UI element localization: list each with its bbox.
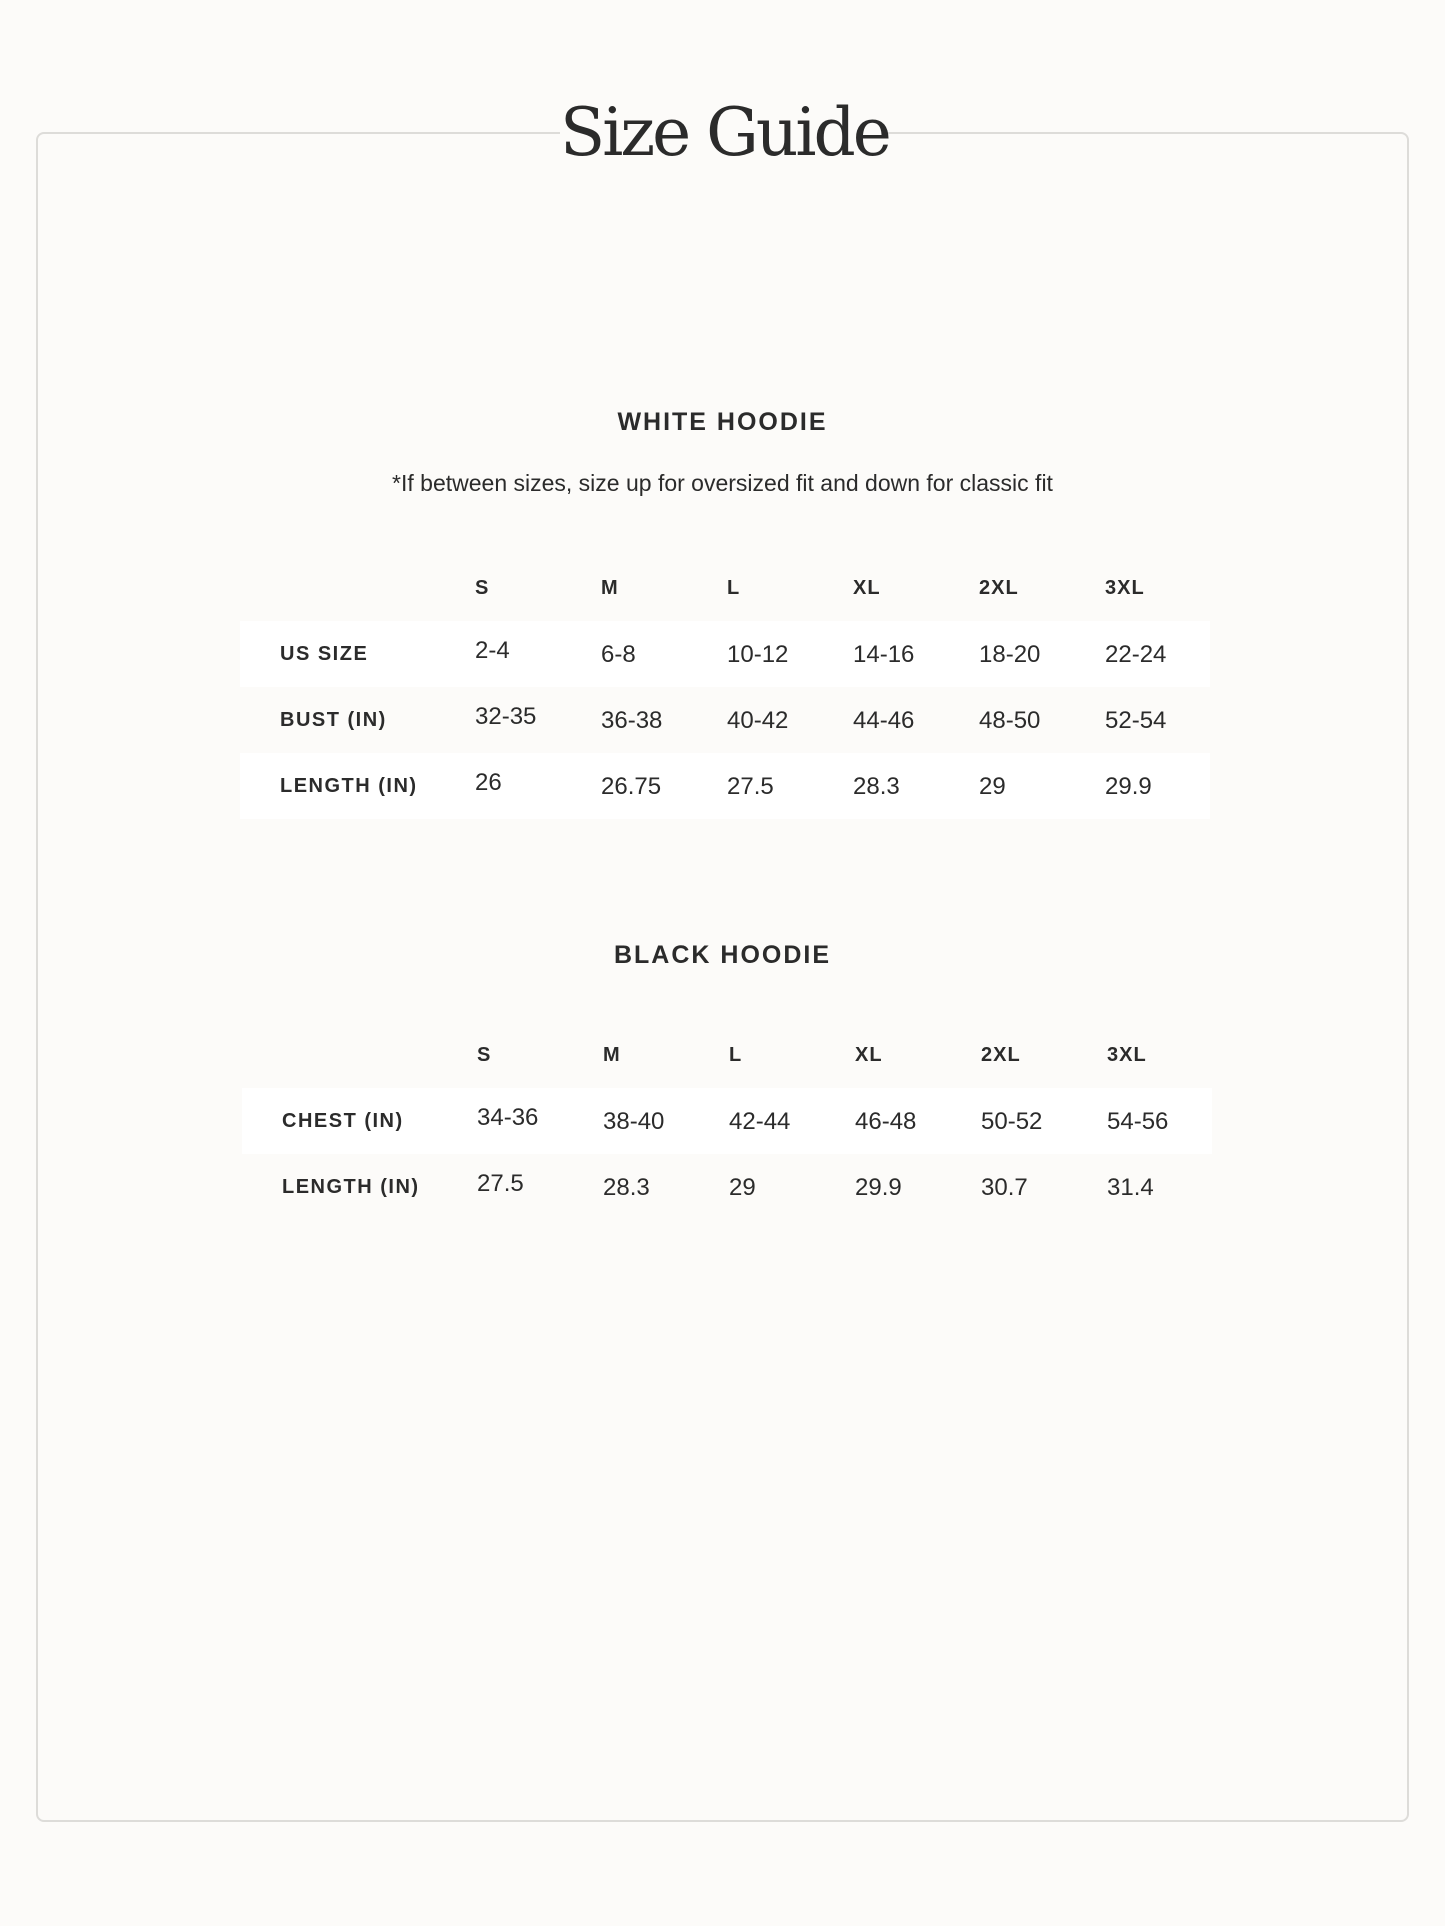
- table-cell: 50-52: [981, 1108, 1043, 1135]
- table-cell: 30.7: [981, 1174, 1028, 1201]
- table-cell: 26: [475, 769, 502, 796]
- table-header-row: [240, 555, 1210, 621]
- table-cell: 34-36: [477, 1104, 539, 1131]
- size-header-3xl: 3XL: [1105, 577, 1145, 599]
- table-cell: 29.9: [1105, 773, 1152, 800]
- table-header-row: [242, 1022, 1212, 1088]
- size-header-3xl: 3XL: [1107, 1044, 1147, 1066]
- table-row: [242, 1088, 1212, 1154]
- row-label: LENGTH (IN): [282, 1176, 420, 1198]
- table-row: [240, 621, 1210, 687]
- table-cell: 42-44: [729, 1108, 791, 1135]
- table-cell: 36-38: [601, 707, 663, 734]
- black-hoodie-size-table: [242, 1022, 1212, 1220]
- size-header-s: S: [477, 1044, 492, 1066]
- table-cell: 31.4: [1107, 1174, 1154, 1201]
- table-cell: 32-35: [475, 703, 537, 730]
- size-header-xl: XL: [855, 1044, 883, 1066]
- white-hoodie-title: WHITE HOODIE: [617, 408, 828, 436]
- size-header-2xl: 2XL: [979, 577, 1019, 599]
- fit-note: *If between sizes, size up for oversized fit and down for classic fit: [392, 470, 1053, 496]
- table-cell: 28.3: [853, 773, 900, 800]
- table-cell: 29.9: [855, 1174, 902, 1201]
- table-cell: 27.5: [727, 773, 774, 800]
- table-cell: 48-50: [979, 707, 1041, 734]
- table-cell: 10-12: [727, 641, 789, 668]
- white-hoodie-size-table: [240, 555, 1210, 819]
- table-cell: 29: [979, 773, 1006, 800]
- black-hoodie-title: BLACK HOODIE: [613, 941, 832, 969]
- table-cell: 27.5: [477, 1170, 524, 1197]
- table-cell: 40-42: [727, 707, 789, 734]
- size-guide-frame: [36, 132, 1409, 1822]
- size-header-l: L: [729, 1044, 743, 1066]
- table-cell: 18-20: [979, 641, 1041, 668]
- table-cell: 28.3: [603, 1174, 650, 1201]
- table-cell: 29: [729, 1174, 756, 1201]
- table-row: [240, 753, 1210, 819]
- size-header-m: M: [601, 577, 619, 599]
- table-cell: 26.75: [601, 773, 662, 800]
- size-header-l: L: [727, 577, 741, 599]
- table-cell: 22-24: [1105, 641, 1167, 668]
- table-cell: 46-48: [855, 1108, 917, 1135]
- table-cell: 14-16: [853, 641, 915, 668]
- row-label: BUST (IN): [280, 709, 387, 731]
- row-label: LENGTH (IN): [280, 775, 418, 797]
- table-row: [240, 687, 1210, 753]
- page-title: Size Guide: [560, 88, 885, 178]
- row-label: US SIZE: [280, 643, 369, 665]
- table-cell: 54-56: [1107, 1108, 1169, 1135]
- table-cell: 2-4: [475, 637, 510, 664]
- size-header-m: M: [603, 1044, 621, 1066]
- table-cell: 6-8: [601, 641, 636, 668]
- table-cell: 38-40: [603, 1108, 665, 1135]
- size-header-s: S: [475, 577, 490, 599]
- table-cell: 52-54: [1105, 707, 1167, 734]
- table-row: [242, 1154, 1212, 1220]
- size-header-2xl: 2XL: [981, 1044, 1021, 1066]
- size-header-xl: XL: [853, 577, 881, 599]
- table-cell: 44-46: [853, 707, 915, 734]
- row-label: CHEST (IN): [282, 1110, 404, 1132]
